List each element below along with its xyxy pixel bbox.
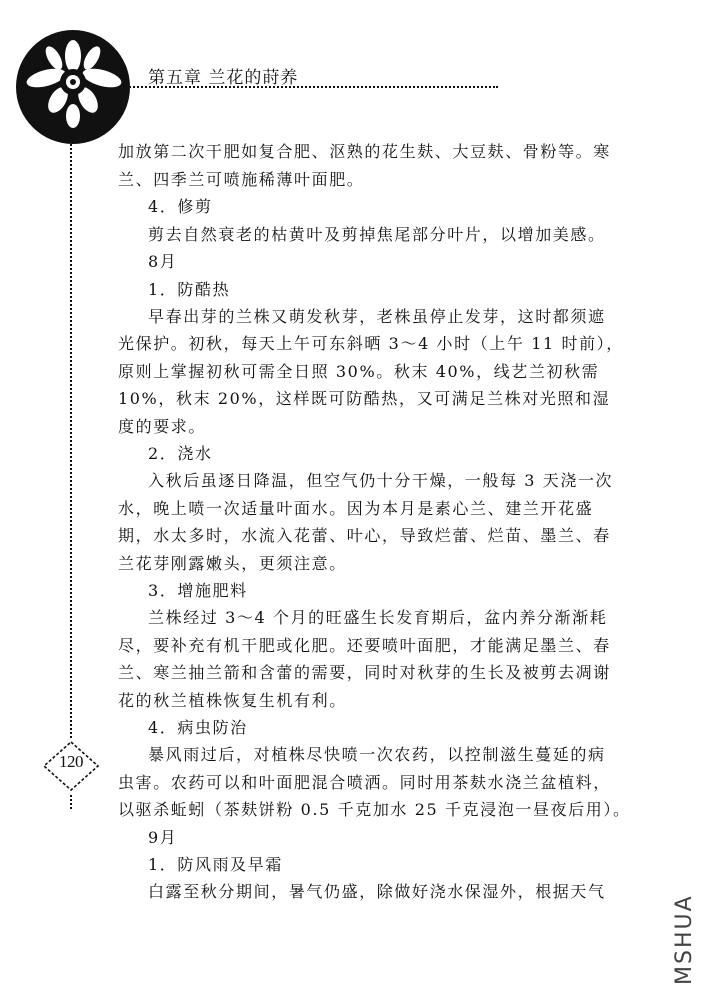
section-heading: 1．防风雨及早霜 [148, 855, 283, 874]
section-heading: 3．增施肥料 [148, 581, 248, 600]
page-number: 120 [59, 752, 83, 771]
margin-dotted-line [70, 140, 72, 738]
text-line: 加放第二次干肥如复合肥、沤熟的花生麸、大豆麸、骨粉等。寒 [118, 142, 611, 161]
text-line: 虫害。农药可以和叶面肥混合喷洒。同时用茶麸水浇兰盆植料， [118, 773, 611, 792]
text-line: 水，晚上喷一次适量叶面水。因为本月是素心兰、建兰开花盛 [118, 499, 594, 518]
text-line: 10%，秋末 20%，这样既可防酷热，又可满足兰株对光照和湿 [118, 389, 611, 408]
chapter-title: 第五章 兰花的莳养 [148, 68, 299, 88]
text-line: 入秋后虽逐日降温，但空气仍十分干燥，一般每 3 天浇一次 [148, 471, 614, 490]
section-heading: 4．病虫防治 [148, 718, 248, 737]
text-line: 光保护。初秋，每天上午可东斜晒 3～4 小时（上午 11 时前）， [118, 334, 624, 353]
text-line: 暴风雨过后，对植株尽快喷一次农药，以控制滋生蔓延的病 [148, 745, 606, 764]
text-line: 以驱杀蚯蚓（茶麸饼粉 0.5 千克加水 25 千克浸泡一昼夜后用）。 [118, 800, 631, 819]
chapter-logo-ornament [14, 28, 132, 146]
section-heading: 1．防酷热 [148, 280, 231, 299]
text-line: 兰、寒兰抽兰箭和含蕾的需要，同时对秋芽的生长及被剪去凋谢 [118, 663, 611, 682]
text-line: 兰、四季兰可喷施稀薄叶面肥。 [118, 170, 365, 189]
watermark: MSHUA [672, 894, 697, 985]
section-heading: 4．修剪 [148, 197, 213, 216]
text-line: 兰花芽刚露嫩头，更须注意。 [118, 554, 347, 573]
text-line: 早春出芽的兰株又萌发秋芽，老株虽停止发芽，这时都须遮 [148, 307, 606, 326]
month-heading: 8月 [148, 252, 178, 271]
section-heading: 2．浇水 [148, 444, 213, 463]
text-line: 剪去自然衰老的枯黄叶及剪掉焦尾部分叶片，以增加美感。 [148, 225, 606, 244]
header-divider [126, 86, 498, 88]
text-line: 原则上掌握初秋可需全日照 30%。秋末 40%，线艺兰初秋需 [118, 362, 600, 381]
text-line: 期，水太多时，水流入花蕾、叶心，导致烂蕾、烂苗、墨兰、春 [118, 526, 611, 545]
text-line: 花的秋兰植株恢复生机有利。 [118, 691, 347, 710]
text-line: 度的要求。 [118, 417, 207, 436]
text-line: 白露至秋分期间，暑气仍盛，除做好浇水保湿外，根据天气 [148, 882, 606, 901]
text-line: 尽，要补充有机干肥或化肥。还要喷叶面肥，才能满足墨兰、春 [118, 636, 611, 655]
text-line: 兰株经过 3～4 个月的旺盛生长发育期后，盆内养分渐渐耗 [148, 608, 608, 627]
month-heading: 9月 [148, 828, 178, 847]
margin-dotted-line-bottom [70, 795, 72, 809]
